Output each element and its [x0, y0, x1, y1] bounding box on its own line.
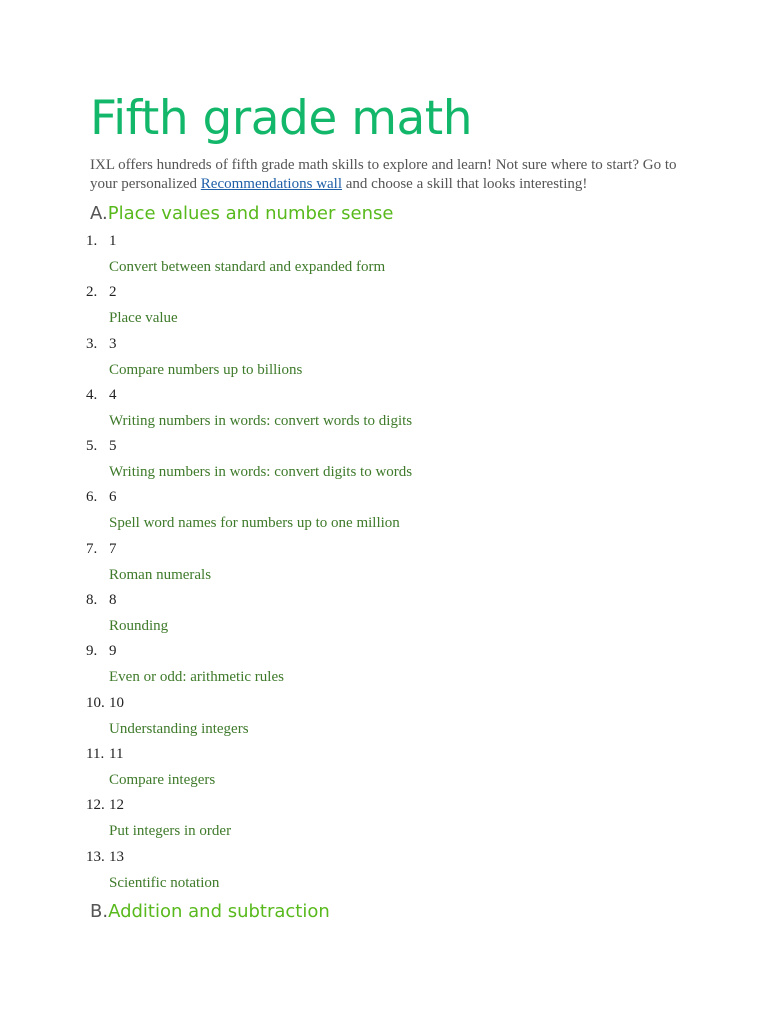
section-letter: B.	[90, 901, 109, 922]
skill-code: 12	[109, 797, 124, 814]
skill-list-number: 5.	[86, 438, 98, 455]
skill-code: 10	[109, 694, 124, 711]
skill-list-number: 1.	[86, 233, 98, 249]
skill-list-number: 6.	[86, 489, 98, 506]
skill-name-link[interactable]: Convert between standard and expanded form	[109, 259, 386, 275]
skill-list-number: 10.	[86, 694, 105, 711]
skill-name-link[interactable]: Rounding	[109, 618, 169, 635]
skill-code: 8	[109, 592, 117, 609]
skill-list-number: 13.	[86, 848, 105, 865]
skill-code: 6	[109, 489, 117, 506]
skill-list-number: 4.	[86, 386, 98, 403]
skill-name-link[interactable]: Spell word names for numbers up to one million	[109, 515, 400, 532]
section-letter: A.	[90, 203, 108, 224]
recommendations-wall-link[interactable]: Recommendations wall	[200, 176, 343, 192]
skill-list-number: 7.	[86, 540, 98, 557]
skill-list-number: 8.	[86, 592, 98, 609]
skill-code: 4	[109, 386, 117, 403]
skill-list-number: 3.	[86, 335, 98, 352]
skill-name-link[interactable]: Place value	[109, 310, 178, 327]
skill-list-number: 11.	[86, 745, 105, 762]
skill-name-link[interactable]: Writing numbers in words: convert digits to words	[109, 464, 413, 481]
skill-code: 2	[109, 284, 117, 301]
skill-name-link[interactable]: Scientific notation	[109, 874, 220, 891]
intro-text-before-link: IXL offers hundreds of fifth grade math skills to explore and learn! Not sure where to start? Go to your personalized	[90, 157, 677, 192]
skill-name-link[interactable]: Compare numbers up to billions	[109, 361, 303, 378]
skill-name-link[interactable]: Put integers in order	[109, 823, 232, 840]
section-title: Place values and number sense	[107, 203, 394, 224]
skill-name-link[interactable]: Understanding integers	[109, 720, 249, 737]
skill-list-number: 12.	[86, 797, 105, 814]
skill-name-link[interactable]: Writing numbers in words: convert words to digits	[109, 412, 413, 429]
skill-code: 1	[109, 233, 117, 249]
skill-name-link[interactable]: Roman numerals	[109, 566, 212, 583]
skill-name-link[interactable]: Even or odd: arithmetic rules	[109, 669, 284, 686]
section-heading-b	[90, 900, 330, 924]
skill-name-link[interactable]: Compare integers	[109, 771, 216, 788]
skill-list-number: 9.	[86, 643, 98, 660]
skill-code: 11	[109, 745, 124, 762]
skill-code: 7	[109, 540, 117, 557]
skill-code: 3	[109, 335, 117, 352]
skill-code: 9	[109, 643, 117, 660]
section-title: Addition and subtraction	[108, 901, 330, 922]
skill-code: 5	[109, 438, 117, 455]
skill-list-number: 2.	[86, 284, 98, 301]
intro-paragraph	[90, 156, 680, 194]
page-title: Fifth grade math	[90, 91, 472, 146]
skill-code: 13	[109, 848, 124, 865]
intro-text-after-link: and choose a skill that looks interesting!	[342, 176, 588, 192]
section-heading-a	[90, 202, 393, 226]
